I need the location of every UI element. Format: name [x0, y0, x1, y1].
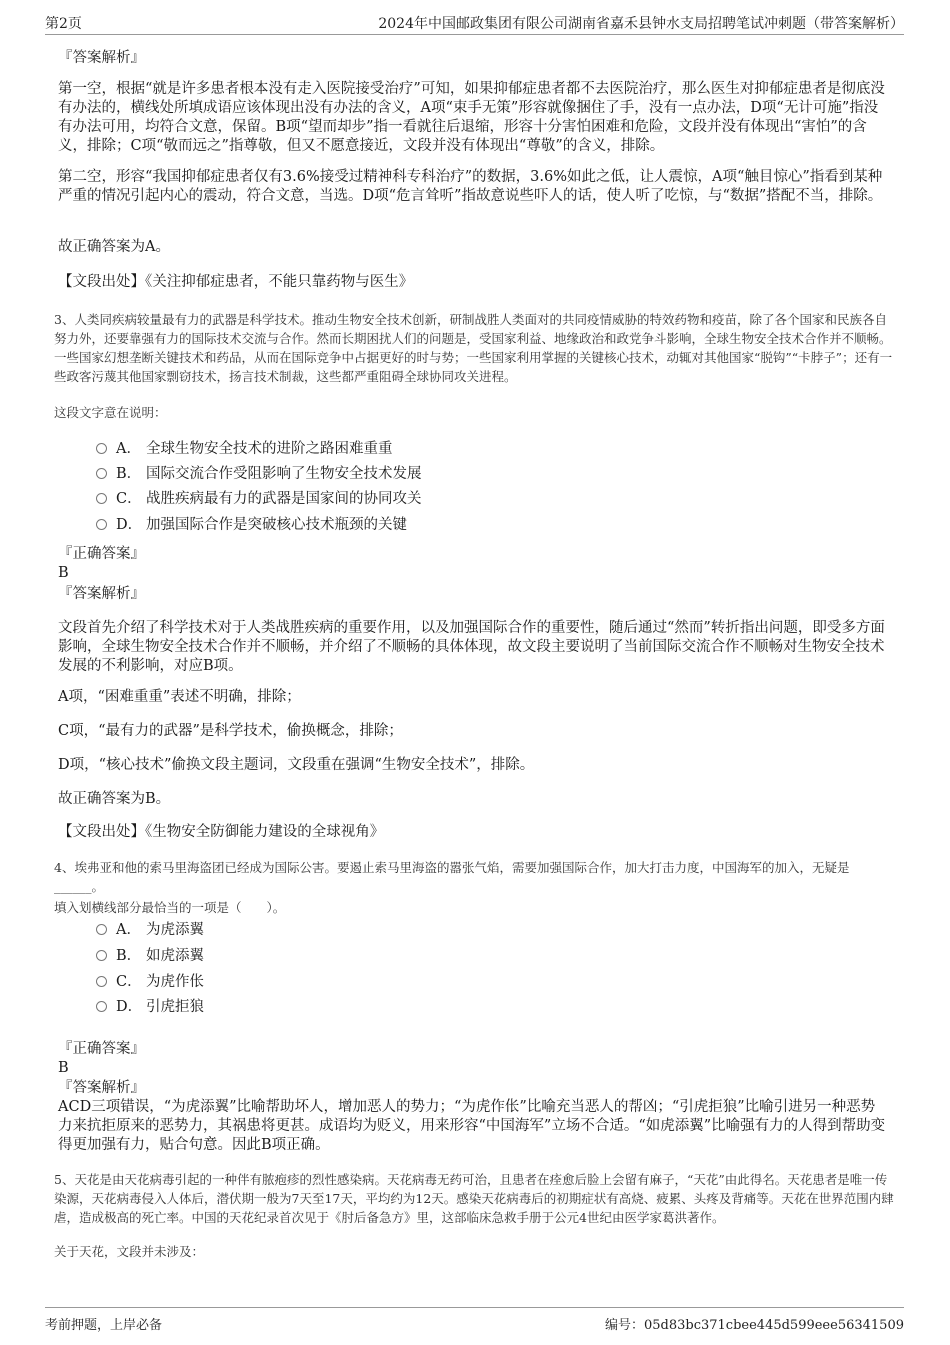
q3-question: 这段文字意在说明：: [54, 405, 167, 420]
footer-slogan: 考前押题，上岸必备: [45, 1318, 163, 1333]
q2-analysis-p1: 第一空，根据“就是许多患者根本没有走入医院接受治疗”可知，如果抑郁症患者都不去医院治疗，那么医生对抑郁症患者是彻底没有办法的，横线处所填成语应该体现出没有办法的含义，A项“束手无策”形容就像捆住了手，没有一点办法，D项“无计可施”指没有办法可用，均符合文意，保留。B项“望而却步”指一看就往后退缩，形容十分害怕困难和危险，文段并没有体现出“害怕”的含义，排除；C项“敬而远之”指尊敬，但又不愿意接近，文段并没有体现出“尊敬”的含义，排除。: [58, 81, 885, 154]
q5-stem: 5、天花是由天花病毒引起的一种伴有脓疱疹的烈性感染病。天花病毒无药可治，且患者在痊愈后脸上会留有麻子，“天花”由此得名。天花患者是唯一传染源，天花病毒侵入人体后，潜伏期一般为7天至17天，平均约为12天。感染天花病毒后的初期症状有高烧、疲累、头疼及背痛等。天花在世界范围内肆虐，造成极高的死亡率。中国的天花纪录首次见于《肘后备急方》里，这部临床急救手册于公元4世纪由医学家葛洪著作。: [54, 1172, 894, 1225]
radio-icon[interactable]: [96, 924, 107, 935]
q4-option-d[interactable]: D． 引虎拒狼: [96, 996, 204, 1018]
q3-conclusion: 故正确答案为B。: [58, 791, 171, 807]
q3-source: 【文段出处】《生物安全防御能力建设的全球视角》: [58, 824, 385, 840]
q2-conclusion: 故正确答案为A。: [58, 239, 170, 255]
q3-analysis-a: A项，“困难重重”表述不明确，排除；: [58, 689, 301, 705]
q4-stem: 4、埃弗亚和他的索马里海盗团已经成为国际公害。要遏止索马里海盗的嚣张气焰，需要加强国际合作，加大打击力度，中国海军的加入，无疑是______。: [54, 860, 850, 894]
header-divider: [45, 34, 904, 35]
q3-option-b[interactable]: B． 国际交流合作受阻影响了生物安全技术发展: [96, 463, 422, 485]
q3-analysis-p1: 文段首先介绍了科学技术对于人类战胜疾病的重要作用，以及加强国际合作的重要性，随后通过“然而”转折指出问题，即受多方面影响，全球生物安全技术合作并不顺畅，并介绍了不顺畅的具体体现，故文段主要说明了当前国际交流合作不顺畅对生物安全技术发展的不利影响，对应B项。: [58, 620, 885, 674]
q3-analysis-d: D项，“核心技术”偷换文段主题词，文段重在强调“生物安全技术”，排除。: [58, 757, 535, 773]
q2-analysis-label: 『答案解析』: [58, 50, 145, 66]
q4-option-b[interactable]: B． 如虎添翼: [96, 945, 204, 967]
q3-analysis-label: 『答案解析』: [58, 586, 145, 602]
radio-icon[interactable]: [96, 950, 107, 961]
q3-option-a[interactable]: A． 全球生物安全技术的进阶之路困难重重: [96, 438, 393, 460]
q4-analysis-label: 『答案解析』: [58, 1080, 145, 1096]
document-title: 2024年中国邮政集团有限公司湖南省嘉禾县钟水支局招聘笔试冲刺题（带答案解析）: [378, 16, 904, 32]
radio-icon[interactable]: [96, 493, 107, 504]
page-number: 第2页: [45, 16, 82, 32]
q3-answer: B: [58, 565, 69, 581]
q4-analysis: ACD三项错误，“为虎添翼”比喻帮助坏人，增加恶人的势力；“为虎作伥”比喻充当恶人的帮凶；“引虎拒狼”比喻引进另一种恶势力来抗拒原来的恶势力，其祸患将更甚。成语均为贬义，用来形容“中国海军”立场不合适。“如虎添翼”比喻强有力的人得到帮助变得更加强有力，贴合句意。因此B项正确。: [58, 1099, 886, 1153]
radio-icon[interactable]: [96, 976, 107, 987]
radio-icon[interactable]: [96, 519, 107, 530]
footer-code: 编号：05d83bc371cbee445d599eee56341509: [604, 1318, 904, 1333]
q3-option-c[interactable]: C． 战胜疾病最有力的武器是国家间的协同攻关: [96, 488, 422, 510]
q4-option-c[interactable]: C． 为虎作伥: [96, 971, 204, 993]
q3-option-d[interactable]: D． 加强国际合作是突破核心技术瓶颈的关键: [96, 514, 407, 536]
radio-icon[interactable]: [96, 1001, 107, 1012]
q2-source: 【文段出处】《关注抑郁症患者，不能只靠药物与医生》: [58, 274, 414, 290]
q4-question: 填入划横线部分最恰当的一项是（ ）。: [54, 900, 286, 915]
q4-answer-label: 『正确答案』: [58, 1041, 145, 1057]
q4-option-a[interactable]: A． 为虎添翼: [96, 919, 204, 941]
radio-icon[interactable]: [96, 443, 107, 454]
q3-answer-label: 『正确答案』: [58, 546, 145, 562]
q3-analysis-c: C项，“最有力的武器”是科学技术，偷换概念，排除；: [58, 723, 403, 739]
footer-divider: [45, 1307, 904, 1308]
q5-question: 关于天花，文段并未涉及：: [54, 1244, 205, 1259]
radio-icon[interactable]: [96, 468, 107, 479]
q4-answer: B: [58, 1060, 69, 1076]
q2-analysis-p2: 第二空，形容“我国抑郁症患者仅有3.6%接受过精神科专科治疗”的数据，3.6%如此之低，让人震惊，A项“触目惊心”指看到某种严重的情况引起内心的震动，符合文意，当选。D项“危言耸听”指故意说些吓人的话，使人听了吃惊，与“数据”搭配不当，排除。: [58, 169, 883, 204]
q3-stem: 3、人类同疾病较量最有力的武器是科学技术。推动生物安全技术创新，研制战胜人类面对的共同疫情威胁的特效药物和疫苗，除了各个国家和民族各自努力外，还要靠强有力的国际技术交流与合作。然而长期困扰人们的问题是，受国家利益、地缘政治和政党争斗影响，全球生物安全技术合作并不顺畅。一些国家幻想垄断关键技术和药品，从而在国际竞争中占据更好的时与势；一些国家利用掌握的关键核心技术，动辄对其他国家“脱钩”“卡脖子”；还有一些政客污蔑其他国家剽窃技术，扬言技术制裁，这些都严重阻碍全球协同攻关进程。: [54, 312, 893, 384]
